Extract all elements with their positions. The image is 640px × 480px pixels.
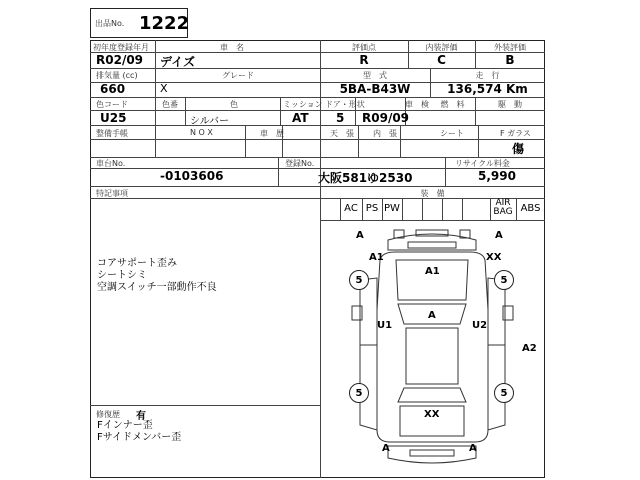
recycle-fee-label: リサイクル料金 [455, 159, 510, 168]
color-number-label: 色番 [162, 100, 178, 109]
repair-history-value: 有 [136, 411, 146, 422]
front-glass-label: F ガラス [500, 129, 531, 138]
repair-history-label: 修復歴 [96, 410, 120, 419]
repair-notes-list [97, 420, 181, 444]
damage-right-fender: XX [486, 252, 502, 263]
damage-rear-left-corner: A [382, 443, 390, 454]
first-registration: R02/09 [96, 53, 144, 67]
tire-front-right: 5 [494, 270, 514, 290]
nox-label: N O X [190, 128, 213, 137]
exterior-score-label: 外装評価 [494, 43, 526, 52]
first-registration-label: 初年度登録年月 [93, 43, 149, 52]
exterior-score: B [505, 53, 515, 67]
interior-score: C [437, 53, 446, 67]
car-diagram [320, 220, 545, 478]
equipment-ps: PS [365, 203, 379, 214]
car-name-label: 車 名 [220, 43, 244, 52]
equipment-airbag: AIR BAG [493, 198, 513, 217]
model-code-label: 型 式 [363, 71, 387, 80]
chassis-number-label: 車台No. [96, 159, 126, 168]
color-label: 色 [230, 100, 238, 109]
grade: X [160, 82, 168, 95]
inspection-label: 車 検 [405, 100, 429, 109]
model-code: 5BA-B43W [339, 82, 411, 96]
equipment-abs: ABS [520, 203, 541, 214]
lot-number: 1222 [139, 13, 190, 34]
door-shape-label: ドア・形状 [325, 100, 365, 109]
car-name: デイズ [160, 55, 196, 69]
damage-front-right-corner: A [495, 230, 503, 241]
seat-label: シート [440, 129, 464, 138]
plate-number-label: 登録No. [285, 159, 315, 168]
list-item: シートシミ [97, 270, 147, 281]
damage-right-rear: A2 [522, 343, 537, 354]
list-item: Fサイドメンバー歪 [97, 432, 182, 443]
damage-rear-right-corner: A [469, 443, 477, 454]
recycle-fee: 5,990 [478, 169, 516, 183]
list-item: コアサポート歪み [97, 258, 177, 269]
displacement-label: 排気量 (cc) [96, 71, 138, 80]
equipment-label: 装 備 [420, 189, 445, 198]
score-label: 評価点 [352, 43, 376, 52]
color-code-label: 色コード [96, 100, 128, 109]
equipment-row [320, 198, 545, 220]
list-item: Fインナー歪 [97, 420, 153, 431]
inspection-date: R09/09 [362, 111, 410, 125]
chassis-number: -0103606 [160, 169, 224, 183]
grade-label: グレード [222, 71, 254, 80]
drive-label: 駆 動 [498, 100, 522, 109]
displacement: 660 [100, 82, 126, 96]
tire-rear-right: 5 [494, 383, 514, 403]
fuel-label: 燃 料 [440, 100, 465, 109]
mission-label: ミッション [283, 100, 323, 109]
evaluation-score: R [359, 53, 369, 67]
color: シルバー [190, 116, 230, 127]
tire-front-left: 5 [349, 270, 369, 290]
interior-trim-label: 内 張 [373, 129, 397, 138]
mileage: 136,574 Km [447, 82, 528, 96]
damage-front-left-corner: A [356, 230, 364, 241]
equipment-ac: AC [344, 203, 358, 214]
damage-right-doors: U2 [472, 320, 488, 331]
mission: AT [292, 111, 309, 125]
car-history-label: 車 歴 [260, 129, 284, 138]
plate-number: 大阪581ゆ2530 [318, 171, 413, 185]
tire-rear-left: 5 [349, 383, 369, 403]
damage-left-fender: A1 [369, 252, 384, 263]
damage-hood: A1 [425, 266, 440, 277]
lot-number-label: 出品No. [95, 19, 125, 28]
lot-number-box [90, 8, 188, 38]
mileage-label: 走 行 [475, 71, 500, 80]
special-notes-list [97, 258, 217, 294]
special-notes-label: 特記事項 [96, 189, 128, 198]
damage-roof: A [428, 310, 436, 321]
interior-score-label: 内装評価 [425, 43, 458, 52]
maintenance-record-label: 整備手帳 [96, 129, 128, 138]
roof-lining-label: 天 張 [330, 129, 354, 138]
damage-left-doors: U1 [377, 320, 393, 331]
equipment-pw: PW [384, 203, 400, 214]
list-item: 空調スイッチ一部動作不良 [97, 282, 217, 293]
color-code: U25 [100, 111, 127, 125]
doors: 5 [336, 111, 345, 125]
front-glass-value: 傷 [512, 142, 525, 156]
damage-tailgate: XX [424, 409, 440, 420]
